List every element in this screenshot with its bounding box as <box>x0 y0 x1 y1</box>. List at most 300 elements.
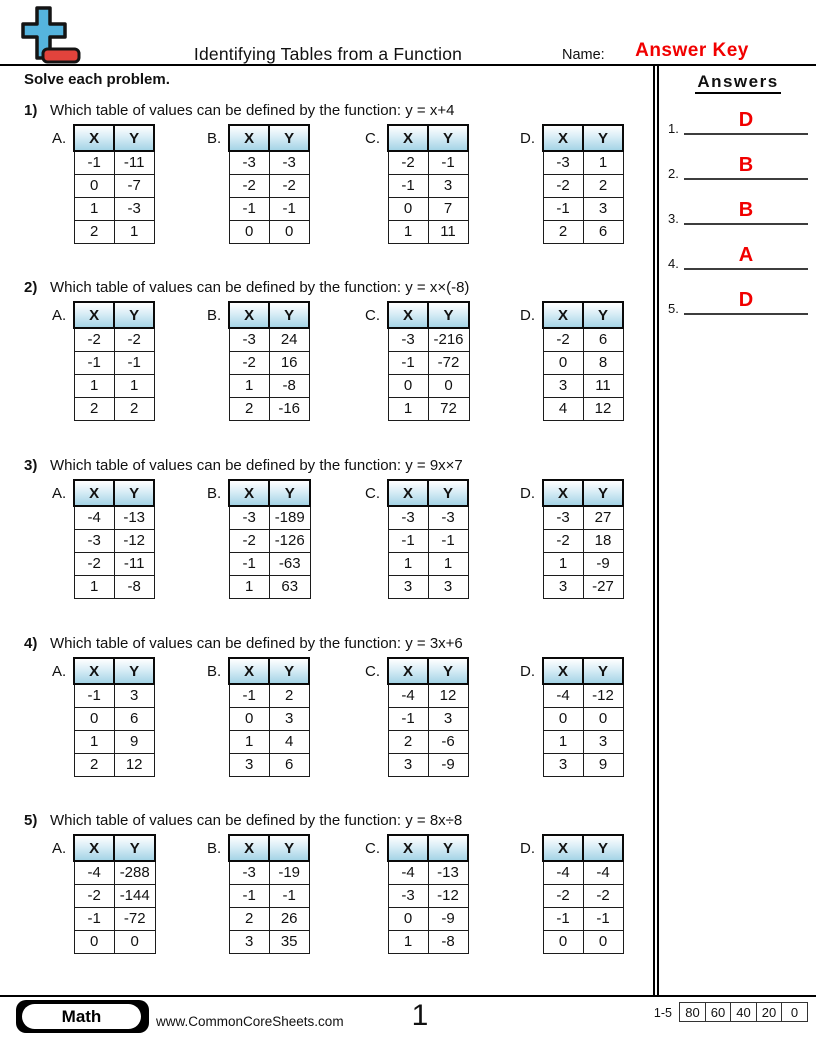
answer-number: 4. <box>668 256 679 271</box>
table-row <box>543 529 623 552</box>
table-cell: 18 <box>583 529 623 552</box>
option-c <box>365 479 469 599</box>
table-cell: 63 <box>269 575 310 598</box>
table-cell: -9 <box>583 552 623 575</box>
table-cell: 3 <box>428 575 468 598</box>
table-body <box>229 151 309 243</box>
answers-separator-line <box>653 64 659 995</box>
table-row <box>543 861 623 884</box>
col-header-x: X <box>229 302 269 328</box>
table-cell: -2 <box>74 328 114 351</box>
table-cell: 1 <box>428 552 468 575</box>
table-body <box>543 861 623 953</box>
table-row <box>74 328 154 351</box>
option-label: A. <box>52 663 67 680</box>
table-cell: -1 <box>114 351 154 374</box>
value-table <box>228 834 310 954</box>
value-table <box>228 657 310 777</box>
col-header-y: Y <box>114 658 154 684</box>
table-cell: 1 <box>388 220 428 243</box>
table-row <box>543 220 623 243</box>
col-header-y: Y <box>114 302 154 328</box>
table-cell: -1 <box>229 684 269 707</box>
table-cell: -3 <box>388 884 428 907</box>
table-cell: -1 <box>583 907 623 930</box>
table-cell: -4 <box>543 684 583 707</box>
table-cell: -2 <box>229 529 269 552</box>
table-row <box>229 174 309 197</box>
value-table <box>542 479 624 599</box>
table-body <box>229 861 309 953</box>
value-table <box>228 479 311 599</box>
answer-blank-line <box>684 110 808 135</box>
table-body <box>543 151 623 243</box>
table-body <box>388 151 468 243</box>
table-row <box>388 930 468 953</box>
question-text: Which table of values can be defined by the function: y = x×(-8) <box>50 279 470 296</box>
table-cell: -72 <box>114 907 155 930</box>
table-header-row <box>229 302 309 328</box>
subject-badge <box>16 1000 149 1033</box>
table-cell: 3 <box>269 707 309 730</box>
table-cell: 1 <box>388 552 428 575</box>
table-cell: 6 <box>269 753 309 776</box>
table-header-row <box>229 125 309 151</box>
website-url: www.CommonCoreSheets.com <box>156 1014 344 1029</box>
table-cell: -288 <box>114 861 155 884</box>
col-header-x: X <box>543 302 583 328</box>
value-table <box>73 301 155 421</box>
table-cell: 1 <box>74 730 114 753</box>
option-b <box>207 479 311 599</box>
option-label: A. <box>52 840 67 857</box>
problem-3 <box>24 455 652 603</box>
table-cell: 35 <box>269 930 309 953</box>
table-row <box>229 374 309 397</box>
col-header-x: X <box>74 658 114 684</box>
option-a <box>52 479 155 599</box>
score-box: 80 <box>679 1002 706 1022</box>
table-row <box>74 884 155 907</box>
table-row <box>543 397 623 420</box>
table-cell: -4 <box>583 861 623 884</box>
table-header-row <box>543 480 623 506</box>
table-cell: -4 <box>74 861 114 884</box>
table-row <box>74 506 154 529</box>
table-body <box>388 861 468 953</box>
table-cell: 2 <box>543 220 583 243</box>
score-box: 20 <box>756 1002 783 1022</box>
table-cell: -1 <box>428 529 468 552</box>
col-header-y: Y <box>269 658 309 684</box>
table-cell: -3 <box>388 506 428 529</box>
option-label: D. <box>520 307 535 324</box>
table-cell: -3 <box>229 506 269 529</box>
table-cell: -11 <box>114 151 154 174</box>
option-b <box>207 657 310 777</box>
table-cell: 1 <box>543 552 583 575</box>
table-row <box>543 753 623 776</box>
option-c <box>365 657 469 777</box>
col-header-y: Y <box>428 658 468 684</box>
answer-value: B <box>738 154 754 176</box>
option-b <box>207 301 310 421</box>
table-row <box>74 374 154 397</box>
table-cell: 0 <box>229 220 269 243</box>
col-header-x: X <box>388 835 428 861</box>
table-cell: -3 <box>229 328 269 351</box>
answer-value: B <box>738 199 754 221</box>
table-cell: 16 <box>269 351 309 374</box>
option-label: C. <box>365 485 380 502</box>
table-cell: -8 <box>269 374 309 397</box>
col-header-y: Y <box>269 480 310 506</box>
answer-blank-line <box>684 245 808 270</box>
col-header-x: X <box>74 302 114 328</box>
table-cell: -72 <box>428 351 469 374</box>
table-cell: 0 <box>229 707 269 730</box>
table-cell: -216 <box>428 328 469 351</box>
table-cell: -3 <box>229 151 269 174</box>
table-cell: 3 <box>229 930 269 953</box>
table-body <box>543 506 623 598</box>
table-cell: 12 <box>428 684 468 707</box>
table-cell: -2 <box>114 328 154 351</box>
table-cell: 1 <box>229 374 269 397</box>
table-cell: -189 <box>269 506 310 529</box>
table-cell: -9 <box>428 907 468 930</box>
table-row <box>543 328 623 351</box>
score-box: 0 <box>781 1002 808 1022</box>
table-row <box>388 730 468 753</box>
table-cell: -2 <box>229 174 269 197</box>
option-label: D. <box>520 130 535 147</box>
table-cell: -27 <box>583 575 623 598</box>
table-row <box>229 328 309 351</box>
table-cell: -3 <box>543 506 583 529</box>
table-row <box>229 861 309 884</box>
table-row <box>74 174 154 197</box>
table-cell: 26 <box>269 907 309 930</box>
table-row <box>74 220 154 243</box>
option-label: C. <box>365 307 380 324</box>
score-grid <box>679 1002 808 1022</box>
table-cell: -2 <box>543 529 583 552</box>
table-cell: 0 <box>269 220 309 243</box>
table-row <box>543 684 623 707</box>
table-cell: -2 <box>543 884 583 907</box>
table-cell: -1 <box>229 884 269 907</box>
question-number: 4) <box>24 635 38 652</box>
table-row <box>229 707 309 730</box>
col-header-y: Y <box>269 835 309 861</box>
problem-4 <box>24 633 652 781</box>
table-row <box>388 220 468 243</box>
col-header-x: X <box>229 835 269 861</box>
table-row <box>388 707 468 730</box>
instructions: Solve each problem. <box>24 71 170 88</box>
table-cell: 1 <box>388 930 428 953</box>
table-header-row <box>74 658 154 684</box>
table-cell: 4 <box>543 397 583 420</box>
table-cell: 7 <box>428 197 468 220</box>
answers-list <box>660 95 816 315</box>
question-text: Which table of values can be defined by the function: y = 3x+6 <box>50 635 463 652</box>
table-cell: 3 <box>114 684 154 707</box>
table-row <box>74 552 154 575</box>
answer-item-3 <box>660 180 816 225</box>
table-header-row <box>229 480 310 506</box>
plus-minus-icon <box>20 6 82 66</box>
table-cell: 3 <box>543 374 583 397</box>
subject-badge-label: Math <box>22 1004 141 1029</box>
col-header-y: Y <box>428 125 468 151</box>
table-cell: 11 <box>583 374 623 397</box>
option-label: A. <box>52 130 67 147</box>
value-table <box>228 124 310 244</box>
col-header-x: X <box>229 480 269 506</box>
value-table <box>387 657 469 777</box>
table-row <box>388 374 469 397</box>
table-row <box>229 151 309 174</box>
table-cell: -1 <box>269 884 309 907</box>
table-cell: -4 <box>74 506 114 529</box>
options-row <box>24 124 652 248</box>
table-cell: 72 <box>428 397 469 420</box>
table-row <box>388 351 469 374</box>
option-b <box>207 834 310 954</box>
table-row <box>74 529 154 552</box>
table-cell: 12 <box>583 397 623 420</box>
table-cell: -1 <box>74 684 114 707</box>
option-a <box>52 301 155 421</box>
table-body <box>388 328 469 420</box>
table-cell: -1 <box>74 907 114 930</box>
col-header-x: X <box>543 658 583 684</box>
table-row <box>229 684 309 707</box>
question-number: 3) <box>24 457 38 474</box>
table-row <box>543 730 623 753</box>
table-cell: 0 <box>74 930 114 953</box>
table-cell: 6 <box>114 707 154 730</box>
table-cell: -1 <box>388 174 428 197</box>
table-row <box>388 151 468 174</box>
score-box: 40 <box>730 1002 757 1022</box>
table-row <box>74 707 154 730</box>
table-cell: 3 <box>428 707 468 730</box>
table-cell: 0 <box>583 707 623 730</box>
table-cell: 3 <box>428 174 468 197</box>
value-table <box>542 834 624 954</box>
option-a <box>52 834 156 954</box>
table-header-row <box>388 835 468 861</box>
table-cell: 6 <box>583 220 623 243</box>
col-header-x: X <box>74 480 114 506</box>
table-cell: 0 <box>543 930 583 953</box>
table-cell: -3 <box>74 529 114 552</box>
table-header-row <box>74 302 154 328</box>
table-header-row <box>543 125 623 151</box>
table-cell: 2 <box>583 174 623 197</box>
score-box: 60 <box>705 1002 732 1022</box>
table-row <box>229 930 309 953</box>
table-cell: -12 <box>114 529 154 552</box>
table-body <box>229 506 310 598</box>
table-cell: -1 <box>229 197 269 220</box>
col-header-y: Y <box>583 480 623 506</box>
answer-number: 1. <box>668 121 679 136</box>
table-cell: 2 <box>229 907 269 930</box>
option-d <box>520 124 624 244</box>
table-cell: -2 <box>74 552 114 575</box>
table-row <box>388 884 468 907</box>
table-row <box>229 220 309 243</box>
option-a <box>52 657 155 777</box>
col-header-y: Y <box>269 302 309 328</box>
option-d <box>520 834 624 954</box>
table-body <box>543 684 623 776</box>
question <box>24 100 652 119</box>
table-cell: 0 <box>543 351 583 374</box>
table-cell: -2 <box>583 884 623 907</box>
table-row <box>388 552 468 575</box>
table-row <box>388 506 468 529</box>
col-header-y: Y <box>428 835 468 861</box>
table-row <box>543 575 623 598</box>
col-header-y: Y <box>269 125 309 151</box>
option-d <box>520 301 624 421</box>
table-cell: -1 <box>543 197 583 220</box>
table-row <box>229 907 309 930</box>
col-header-y: Y <box>114 480 154 506</box>
table-cell: 1 <box>229 730 269 753</box>
page-number: 1 <box>411 999 429 1032</box>
footer <box>0 995 816 1056</box>
table-cell: -2 <box>543 328 583 351</box>
value-table <box>73 479 155 599</box>
table-row <box>543 374 623 397</box>
question <box>24 810 652 829</box>
col-header-y: Y <box>428 302 469 328</box>
table-cell: 0 <box>428 374 469 397</box>
option-label: C. <box>365 663 380 680</box>
table-cell: 0 <box>388 374 428 397</box>
table-cell: -13 <box>428 861 468 884</box>
table-cell: 9 <box>583 753 623 776</box>
table-row <box>388 397 469 420</box>
question <box>24 277 652 296</box>
option-label: B. <box>207 130 222 147</box>
table-row <box>543 351 623 374</box>
table-cell: 6 <box>583 328 623 351</box>
table-body <box>74 328 154 420</box>
table-body <box>543 328 623 420</box>
answers-panel <box>660 64 816 315</box>
table-row <box>543 174 623 197</box>
table-cell: -3 <box>269 151 309 174</box>
col-header-x: X <box>229 125 269 151</box>
table-cell: 2 <box>114 397 154 420</box>
table-cell: -1 <box>74 151 114 174</box>
table-cell: -11 <box>114 552 154 575</box>
table-cell: -19 <box>269 861 309 884</box>
name-label: Name: <box>562 47 605 63</box>
answer-item-5 <box>660 270 816 315</box>
table-cell: -1 <box>269 197 309 220</box>
table-row <box>543 930 623 953</box>
table-row <box>74 907 155 930</box>
table-cell: -16 <box>269 397 309 420</box>
answer-blank-line <box>684 290 808 315</box>
table-cell: 3 <box>583 197 623 220</box>
value-table <box>73 124 155 244</box>
table-cell: -2 <box>543 174 583 197</box>
table-row <box>74 575 154 598</box>
table-row <box>388 907 468 930</box>
table-body <box>229 328 309 420</box>
value-table <box>228 301 310 421</box>
value-table <box>387 834 469 954</box>
options-row <box>24 301 652 425</box>
table-row <box>74 351 154 374</box>
option-c <box>365 124 469 244</box>
table-cell: -1 <box>74 351 114 374</box>
table-cell: 1 <box>583 151 623 174</box>
col-header-y: Y <box>583 302 623 328</box>
answer-number: 5. <box>668 301 679 316</box>
value-table <box>542 124 624 244</box>
table-cell: 1 <box>543 730 583 753</box>
table-cell: -12 <box>583 684 623 707</box>
col-header-x: X <box>388 125 428 151</box>
table-body <box>74 151 154 243</box>
table-row <box>229 397 309 420</box>
option-d <box>520 479 624 599</box>
table-cell: 12 <box>114 753 154 776</box>
table-cell: 1 <box>74 374 114 397</box>
options-row <box>24 657 652 781</box>
table-header-row <box>388 302 469 328</box>
col-header-y: Y <box>428 480 468 506</box>
table-row <box>543 552 623 575</box>
table-row <box>543 884 623 907</box>
table-row <box>388 575 468 598</box>
options-row <box>24 479 652 603</box>
table-cell: 2 <box>74 753 114 776</box>
table-cell: -1 <box>229 552 269 575</box>
table-cell: 3 <box>388 575 428 598</box>
options-row <box>24 834 652 958</box>
table-row <box>229 506 310 529</box>
option-label: B. <box>207 840 222 857</box>
table-row <box>74 151 154 174</box>
question-text: Which table of values can be defined by the function: y = 9x×7 <box>50 457 463 474</box>
answer-item-1 <box>660 95 816 135</box>
table-cell: -3 <box>229 861 269 884</box>
table-cell: 2 <box>74 397 114 420</box>
table-row <box>543 506 623 529</box>
table-header-row <box>543 302 623 328</box>
answer-number: 3. <box>668 211 679 226</box>
table-header-row <box>388 658 468 684</box>
table-row <box>229 552 310 575</box>
table-cell: -12 <box>428 884 468 907</box>
col-header-y: Y <box>583 658 623 684</box>
table-cell: -8 <box>428 930 468 953</box>
table-cell: -4 <box>388 684 428 707</box>
answer-blank-line <box>684 155 808 180</box>
table-header-row <box>74 125 154 151</box>
